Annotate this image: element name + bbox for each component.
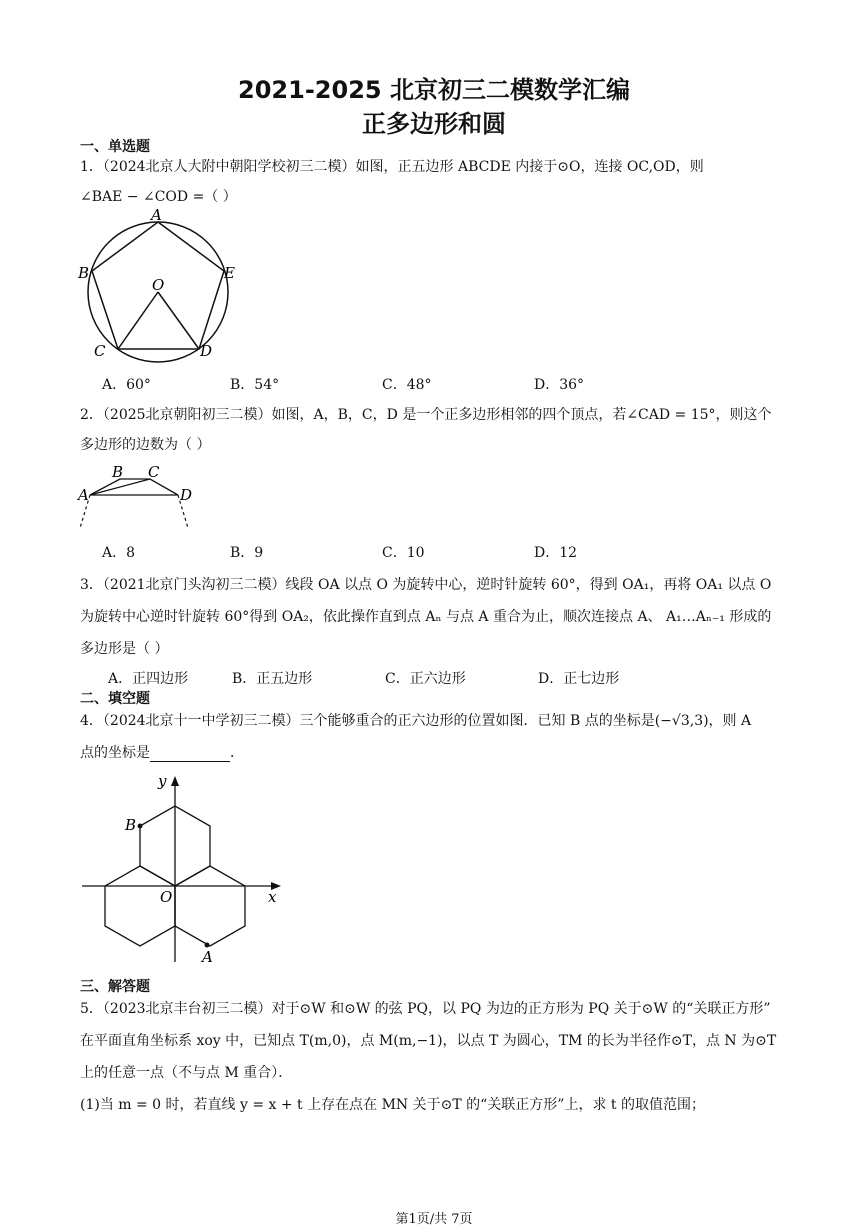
section-fill-in: 二、填空题 <box>80 691 150 707</box>
page-footer: 第1页/共 7页 <box>395 1212 473 1227</box>
q2-option-a[interactable]: A．8 <box>102 545 136 561</box>
q4-hexagon-right <box>175 866 245 946</box>
q4-stem-suffix: ． <box>230 745 244 761</box>
q4-label-b: B <box>125 816 137 834</box>
q3-stem-line2: 为旋转中心逆时针旋转 60°得到 OA₂，依此操作直到点 Aₙ 与点 A 重合为止，顺次连接点 A、 A₁…Aₙ₋₁ 形成的 <box>80 609 772 625</box>
q5-stem-line4: (1)当 m = 0 时，若直线 y = x + t 上存在点在 MN 关于⊙T 的“关联正方形”上，求 t 的取值范围； <box>80 1097 705 1113</box>
q1-label-o: O <box>152 276 165 294</box>
q2-label-d: D <box>180 486 193 504</box>
q1-label-c: C <box>94 342 106 360</box>
q1-option-c[interactable]: C．48° <box>382 377 432 393</box>
q2-option-c[interactable]: C．10 <box>382 545 425 561</box>
q4-answer-blank[interactable] <box>150 747 230 762</box>
q4-label-x: x <box>268 888 277 906</box>
q3-option-c[interactable]: C．正六边形 <box>385 671 466 687</box>
q4-stem-prefix: 点的坐标是 <box>80 745 150 761</box>
q2-label-c: C <box>148 463 160 481</box>
q1-label-b: B <box>78 264 90 282</box>
q2-polygon-edges <box>90 479 178 495</box>
q4-point-b <box>138 824 143 829</box>
q1-option-d[interactable]: D．36° <box>534 377 585 393</box>
q3-option-a[interactable]: A．正四边形 <box>108 671 189 687</box>
q1-pentagon-figure <box>70 205 250 365</box>
q5-stem-line3: 上的任意一点（不与点 M 重合）． <box>80 1065 293 1081</box>
q3-stem-line3: 多边形是（ ） <box>80 641 169 657</box>
document-title: 2021-2025 北京初三二模数学汇编 <box>238 76 630 104</box>
q2-polygon-figure <box>75 460 200 535</box>
q4-stem-line2 <box>80 742 244 762</box>
q3-option-b[interactable]: B．正五边形 <box>232 671 313 687</box>
q3-option-d[interactable]: D．正七边形 <box>538 671 620 687</box>
q1-segment-oc <box>118 292 158 349</box>
q1-option-a[interactable]: A．60° <box>102 377 151 393</box>
q2-segment-ac <box>90 479 150 495</box>
q1-stem-line1: 1．（2024北京人大附中朝阳学校初三二模）如图，正五边形 ABCDE 内接于⊙O，连接 OC,OD，则 <box>80 159 704 175</box>
q4-hexagon-left <box>105 866 175 946</box>
q1-option-b[interactable]: B．54° <box>230 377 280 393</box>
q5-stem-line1: 5．（2023北京丰台初三二模）对于⊙W 和⊙W 的弦 PQ，以 PQ 为边的正方形为 PQ 关于⊙W 的“关联正方形” <box>80 1001 771 1017</box>
q4-stem-line1: 4．（2024北京十一中学初三二模）三个能够重合的正六边形的位置如图．已知 B 点的坐标是(−√3,3)，则 A <box>80 713 752 729</box>
q4-hexagon-figure <box>78 770 288 970</box>
section-single-choice: 一、单选题 <box>80 139 150 155</box>
section-solve: 三、解答题 <box>80 979 150 995</box>
q2-label-a: A <box>78 486 89 504</box>
q1-label-a: A <box>151 206 162 224</box>
q4-label-a: A <box>202 948 213 966</box>
q1-segment-od <box>158 292 199 349</box>
q1-label-d: D <box>200 342 213 360</box>
q2-label-b: B <box>112 463 124 481</box>
q2-stem-line1: 2．（2025北京朝阳初三二模）如图，A，B，C，D 是一个正多边形相邻的四个顶点，若∠CAD = 15°，则这个 <box>80 407 772 423</box>
q2-option-b[interactable]: B．9 <box>230 545 264 561</box>
q3-stem-line1: 3．（2021北京门头沟初三二模）线段 OA 以点 O 为旋转中心，逆时针旋转 60°，得到 OA₁，再将 OA₁ 以点 O <box>80 577 772 593</box>
q1-label-e: E <box>224 264 235 282</box>
q2-option-d[interactable]: D．12 <box>534 545 578 561</box>
q4-label-y: y <box>158 772 167 790</box>
q4-y-arrow <box>171 776 179 786</box>
q4-point-a <box>205 943 210 948</box>
document-subtitle: 正多边形和圆 <box>362 110 506 138</box>
q2-stem-line2: 多边形的边数为（ ） <box>80 437 211 453</box>
q5-stem-line2: 在平面直角坐标系 xoy 中，已知点 T(m,0)，点 M(m,−1)，以点 T 为圆心，TM 的长为半径作⊙T，点 N 为⊙T <box>80 1033 777 1049</box>
q4-label-o: O <box>160 888 173 906</box>
q1-stem-line2: ∠BAE − ∠COD =（ ） <box>80 189 237 205</box>
